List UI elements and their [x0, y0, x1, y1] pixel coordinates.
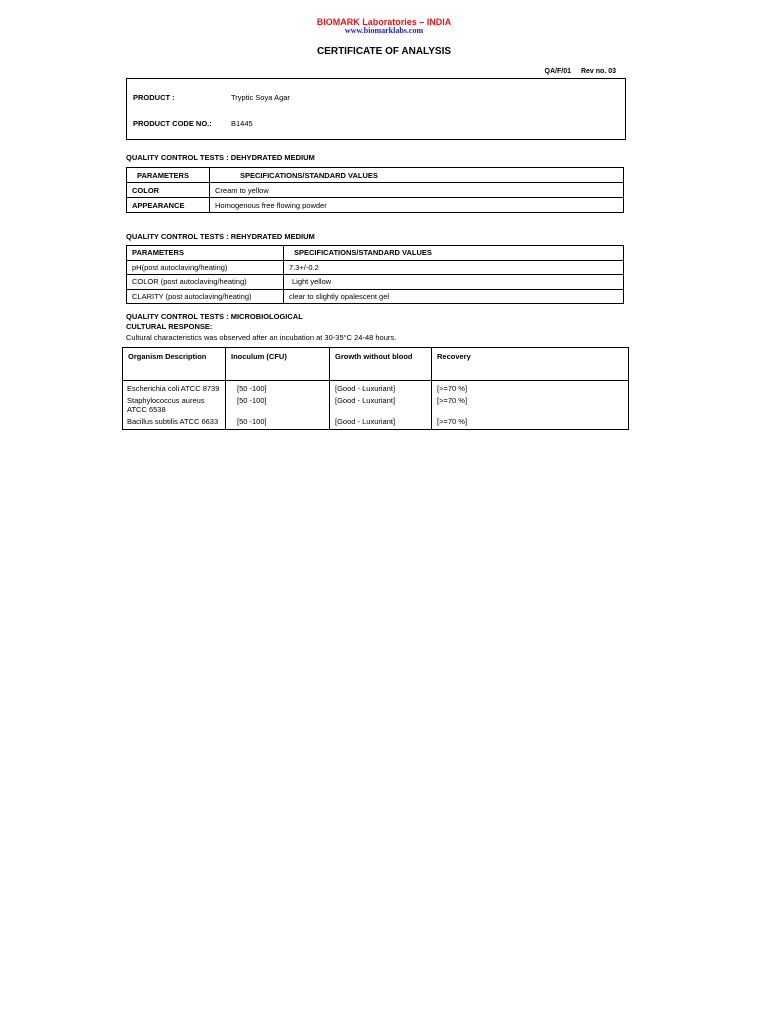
- table-row: [127, 198, 624, 213]
- incubation-note: Cultural characteristics was observed after an incubation at 30-35°C 24-48 hours.: [126, 333, 397, 342]
- column-header: Inoculum (CFU): [226, 348, 330, 381]
- form-number: QA/F/01: [544, 68, 571, 75]
- table-header-row: [127, 168, 624, 183]
- product-code-label: PRODUCT CODE NO.:: [133, 119, 212, 128]
- dehydrated-heading: QUALITY CONTROL TESTS : DEHYDRATED MEDIUM: [126, 153, 315, 162]
- column-header: Recovery: [432, 348, 629, 381]
- rehydrated-table: [126, 245, 624, 304]
- growth-cell: [Good - Luxuriant]: [330, 414, 432, 430]
- table-row: [127, 260, 624, 275]
- specification-cell: Cream to yellow: [210, 183, 624, 198]
- rehydrated-heading: QUALITY CONTROL TESTS : REHYDRATED MEDIUM: [126, 232, 315, 241]
- column-header: Organism Description: [123, 348, 226, 381]
- document-title: CERTIFICATE OF ANALYSIS: [316, 46, 452, 57]
- company-name: BIOMARK Laboratories – INDIA: [316, 17, 452, 27]
- table-header-row: [127, 246, 624, 261]
- growth-cell: [Good - Luxuriant]: [330, 381, 432, 394]
- parameter-cell: pH(post autoclaving/heating): [127, 260, 284, 275]
- product-name-value: Tryptic Soya Agar: [231, 93, 290, 102]
- organism-cell: Bacillus subtilis ATCC 6633: [123, 414, 226, 430]
- table-row: [127, 275, 624, 290]
- table-header-row: [123, 348, 629, 381]
- growth-cell: [Good - Luxuriant]: [330, 393, 432, 414]
- specification-cell: 7.3+/-0.2: [284, 260, 624, 275]
- revision-number: Rev no. 03: [580, 68, 616, 75]
- company-website[interactable]: www.biomarklabs.com: [344, 26, 424, 35]
- table-row: [123, 381, 629, 394]
- inoculum-cell: [50 -100]: [226, 414, 330, 430]
- organism-cell: Staphylococcus aureus ATCC 6538: [123, 393, 226, 414]
- column-header: PARAMETERS: [127, 168, 210, 183]
- recovery-cell: [>=70 %]: [432, 414, 629, 430]
- product-name-label: PRODUCT :: [133, 93, 175, 102]
- table-row: [127, 289, 624, 304]
- column-header: SPECIFICATIONS/STANDARD VALUES: [210, 168, 624, 183]
- specification-cell: Light yellow: [284, 275, 624, 290]
- recovery-cell: [>=70 %]: [432, 381, 629, 394]
- recovery-cell: [>=70 %]: [432, 393, 629, 414]
- product-info-box: [126, 78, 626, 140]
- inoculum-cell: [50 -100]: [226, 381, 330, 394]
- table-row: [127, 183, 624, 198]
- table-row: [123, 393, 629, 414]
- microbiological-heading: QUALITY CONTROL TESTS : MICROBIOLOGICAL: [126, 312, 303, 321]
- specification-cell: Homogenous free flowing powder: [210, 198, 624, 213]
- product-code-value: B1445: [231, 119, 253, 128]
- dehydrated-table: [126, 167, 624, 213]
- parameter-cell: COLOR (post autoclaving/heating): [127, 275, 284, 290]
- parameter-cell: COLOR: [127, 183, 210, 198]
- inoculum-cell: [50 -100]: [226, 393, 330, 414]
- cultural-response-heading: CULTURAL RESPONSE:: [126, 322, 213, 331]
- organism-cell: Escherichia coli ATCC 8739: [123, 381, 226, 394]
- column-header: PARAMETERS: [127, 246, 284, 261]
- table-row: [123, 414, 629, 430]
- specification-cell: clear to slightly opalescent gel: [284, 289, 624, 304]
- document-reference: [545, 68, 616, 75]
- parameter-cell: APPEARANCE: [127, 198, 210, 213]
- column-header: Growth without blood: [330, 348, 432, 381]
- parameter-cell: CLARITY (post autoclaving/heating): [127, 289, 284, 304]
- microbiological-table: [122, 347, 629, 430]
- column-header: SPECIFICATIONS/STANDARD VALUES: [284, 246, 624, 261]
